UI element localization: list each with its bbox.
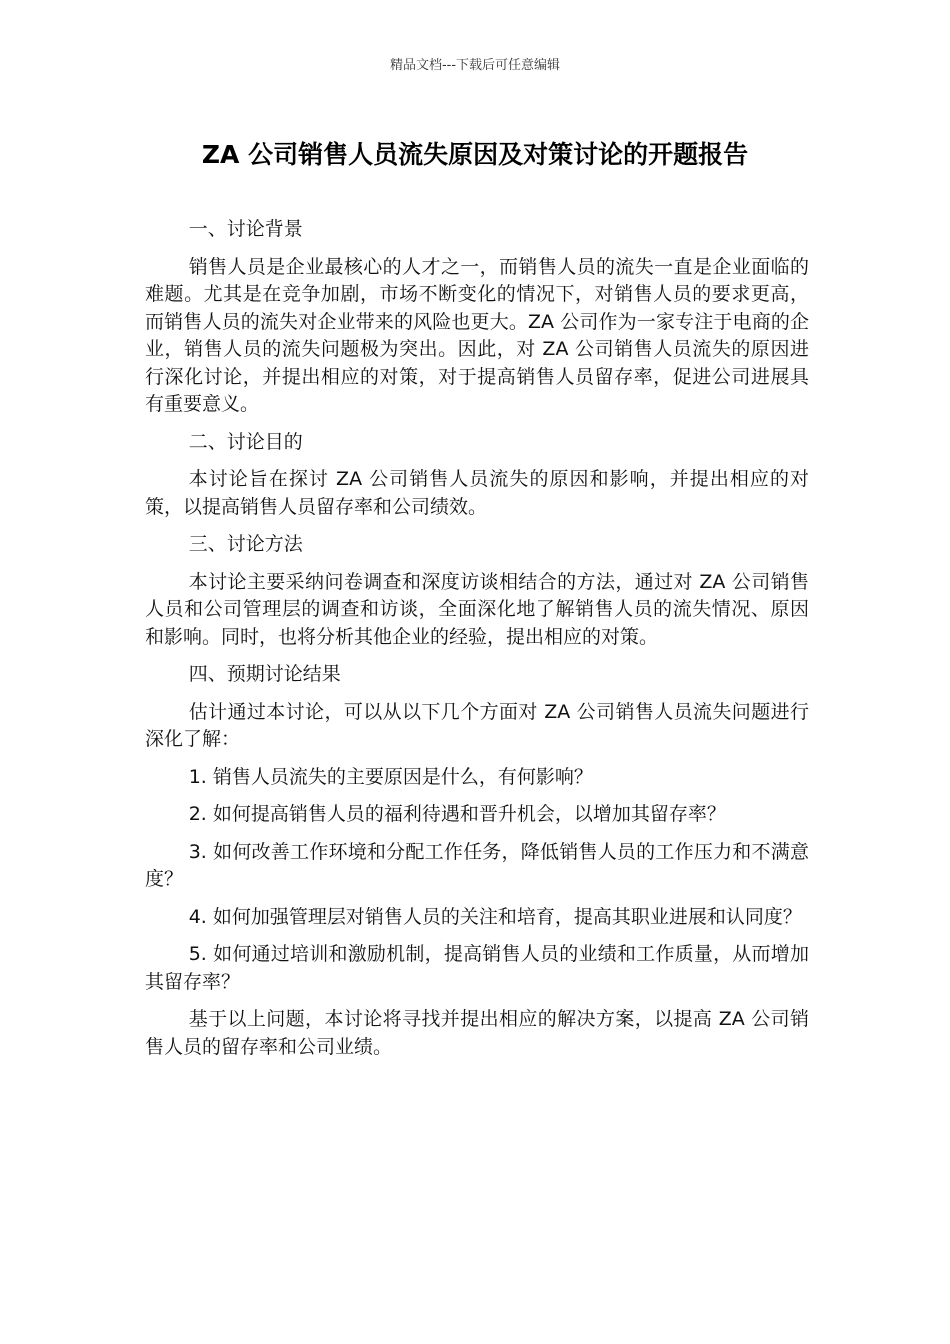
- expected-results-conclusion: 基于以上问题，本讨论将寻找并提出相应的解决方案，以提高 ZA 公司销售人员的留存率和公司业绩。: [145, 1008, 809, 1058]
- header-note: 精品文档---下载后可任意编辑: [389, 58, 561, 73]
- expected-result-item-2: 2. 如何提高销售人员的福利待遇和晋升机会，以增加其留存率？: [188, 803, 726, 825]
- section-heading-background: 一、讨论背景: [188, 218, 303, 240]
- document-body: [145, 216, 809, 1071]
- expected-result-item-5: 5. 如何通过培训和激励机制，提高销售人员的业绩和工作质量，从而增加其留存率？: [145, 943, 809, 993]
- purpose-paragraph: 本讨论旨在探讨 ZA 公司销售人员流失的原因和影响，并提出相应的对策，以提高销售人员留存率和公司绩效。: [145, 468, 809, 518]
- method-paragraph: 本讨论主要采纳问卷调查和深度访谈相结合的方法，通过对 ZA 公司销售人员和公司管理层的调查和访谈，全面深化地了解销售人员的流失情况、原因和影响。同时，也将分析其他企业的经验，提出相应的对策。: [145, 570, 809, 648]
- expected-result-item-3: 3. 如何改善工作环境和分配工作任务，降低销售人员的工作压力和不满意度？: [145, 840, 809, 890]
- section-heading-purpose: 二、讨论目的: [188, 430, 303, 453]
- expected-result-item-1: 1. 销售人员流失的主要原因是什么，有何影响？: [188, 765, 593, 788]
- section-heading-expected-results: 四、预期讨论结果: [188, 663, 341, 685]
- document-title: ZA 公司销售人员流失原因及对策讨论的开题报告: [201, 140, 749, 169]
- section-heading-method: 三、讨论方法: [188, 533, 303, 555]
- background-paragraph: 销售人员是企业最核心的人才之一，而销售人员的流失一直是企业面临的难题。尤其是在竞争加剧，市场不断变化的情况下，对销售人员的要求更高，而销售人员的流失对企业带来的风险也更大。ZA 公司作为一家专注于电商的企业，销售人员的流失问题极为突出。因此，对 ZA 公司销售人员流失的原因进行深化讨论，并提出相应的对策，对于提高销售人员留存率，促进公司进展具有重要意义。: [145, 255, 809, 415]
- expected-results-intro: 估计通过本讨论，可以从以下几个方面对 ZA 公司销售人员流失问题进行深化了解：: [145, 700, 809, 750]
- expected-result-item-4: 4. 如何加强管理层对销售人员的关注和培育，提高其职业进展和认同度？: [188, 905, 802, 928]
